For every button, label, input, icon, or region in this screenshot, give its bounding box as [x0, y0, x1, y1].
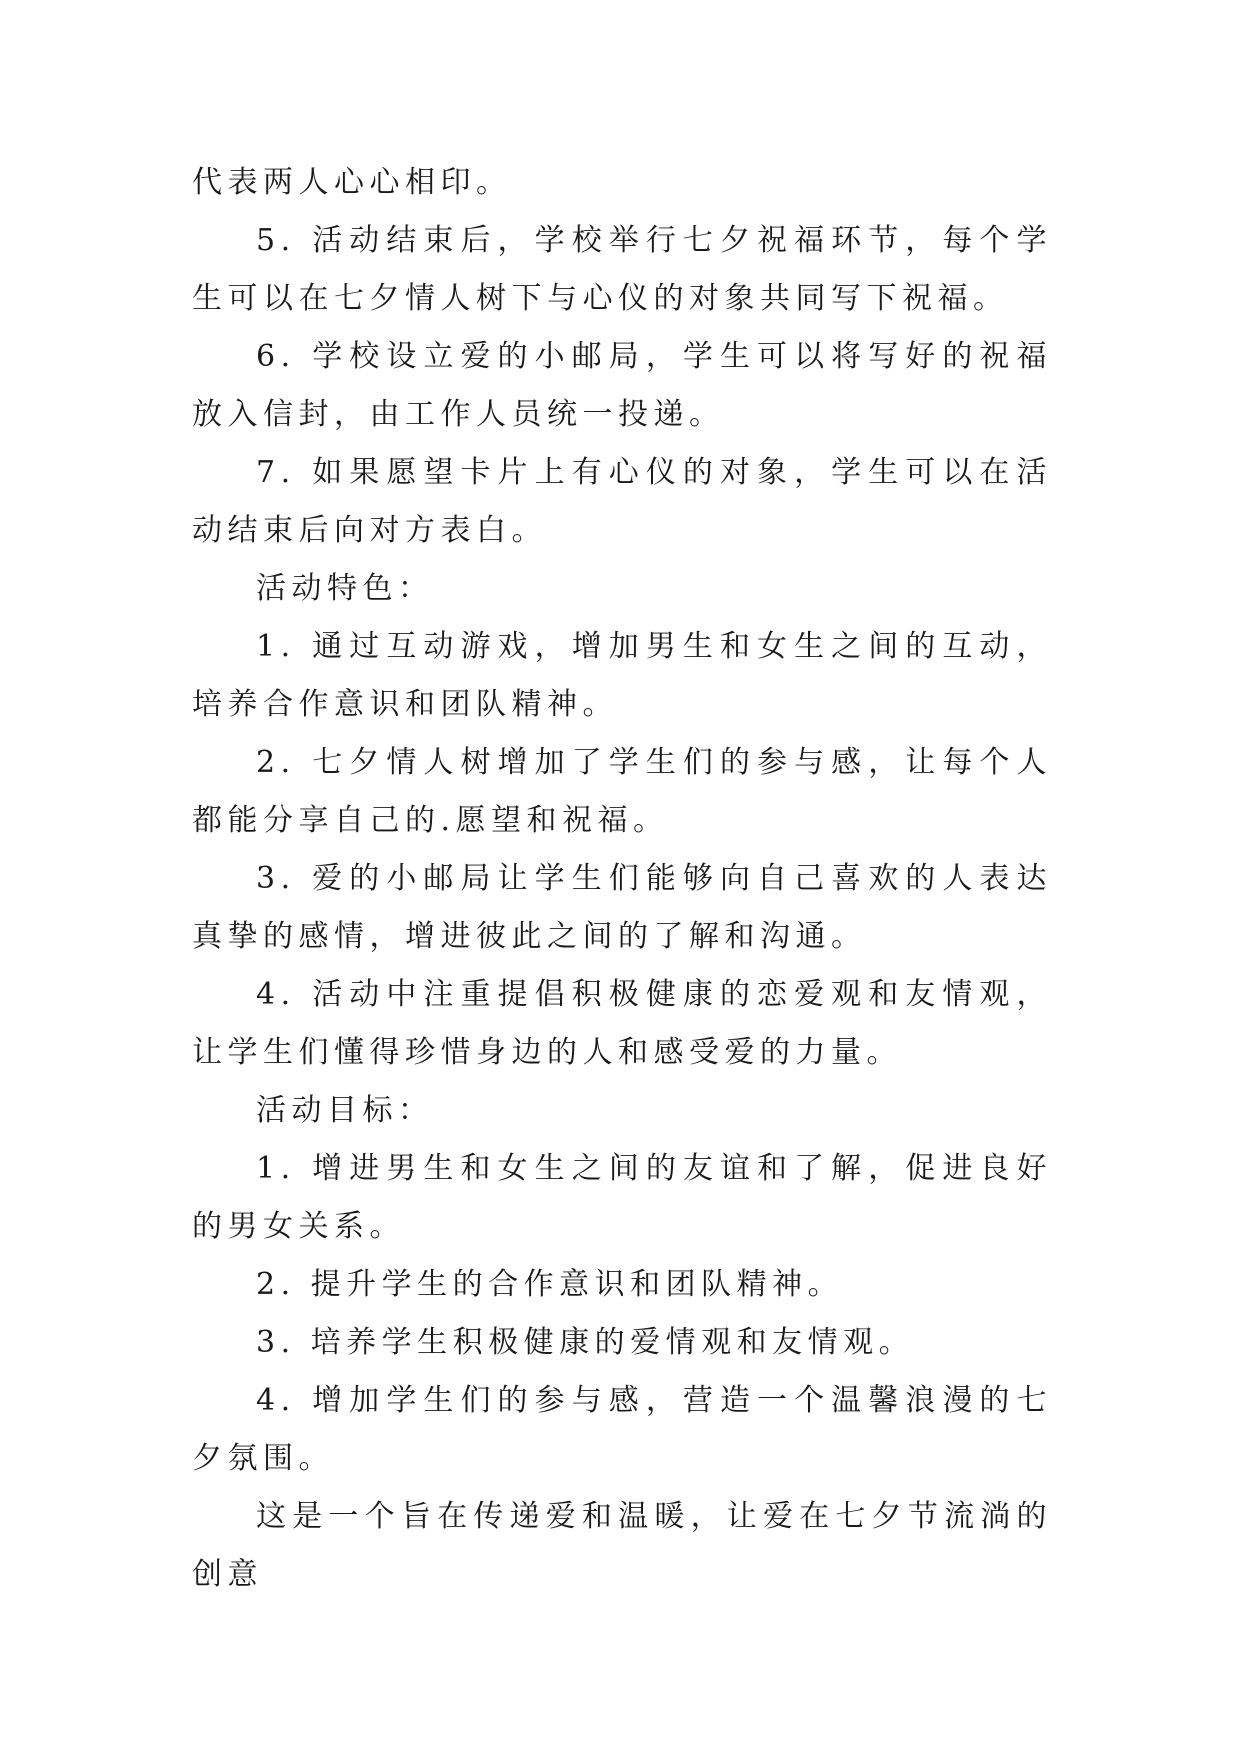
- paragraph-12: 2. 提升学生的合作意识和团队精神。: [256, 1267, 844, 1302]
- paragraph-3: 6. 学校设立爱的小邮局，学生可以将写好的祝福放入信封，由工作人员统一投递。: [192, 339, 1052, 432]
- paragraph-8: 3. 爱的小邮局让学生们能够向自己喜欢的人表达真挚的感情，增进彼此之间的了解和沟通。: [192, 861, 1052, 954]
- paragraph-11: 1. 增进男生和女生之间的友谊和了解，促进良好的男女关系。: [192, 1151, 1052, 1244]
- section-heading-features: 活动特色：: [256, 571, 434, 606]
- paragraph-15: 这是一个旨在传递爱和温暖，让爱在七夕节流淌的创意: [192, 1499, 1052, 1592]
- paragraph-4: 7. 如果愿望卡片上有心仪的对象，学生可以在活动结束后向对方表白。: [192, 455, 1052, 548]
- paragraph-1: 代表两人心心相印。: [192, 165, 512, 200]
- section-heading-goals: 活动目标：: [256, 1093, 434, 1128]
- paragraph-9: 4. 活动中注重提倡积极健康的恋爱观和友情观，让学生们懂得珍惜身边的人和感受爱的力量。: [192, 977, 1052, 1070]
- document-body: [192, 154, 1052, 1604]
- paragraph-14: 4. 增加学生们的参与感，营造一个温馨浪漫的七夕氛围。: [192, 1383, 1052, 1476]
- paragraph-6: 1. 通过互动游戏，增加男生和女生之间的互动，培养合作意识和团队精神。: [192, 629, 1052, 722]
- paragraph-2: 5. 活动结束后，学校举行七夕祝福环节，每个学生可以在七夕情人树下与心仪的对象共同写下祝福。: [192, 223, 1052, 316]
- paragraph-13: 3. 培养学生积极健康的爱情观和友情观。: [256, 1325, 915, 1360]
- paragraph-7: 2. 七夕情人树增加了学生们的参与感，让每个人都能分享自己的.愿望和祝福。: [192, 745, 1052, 838]
